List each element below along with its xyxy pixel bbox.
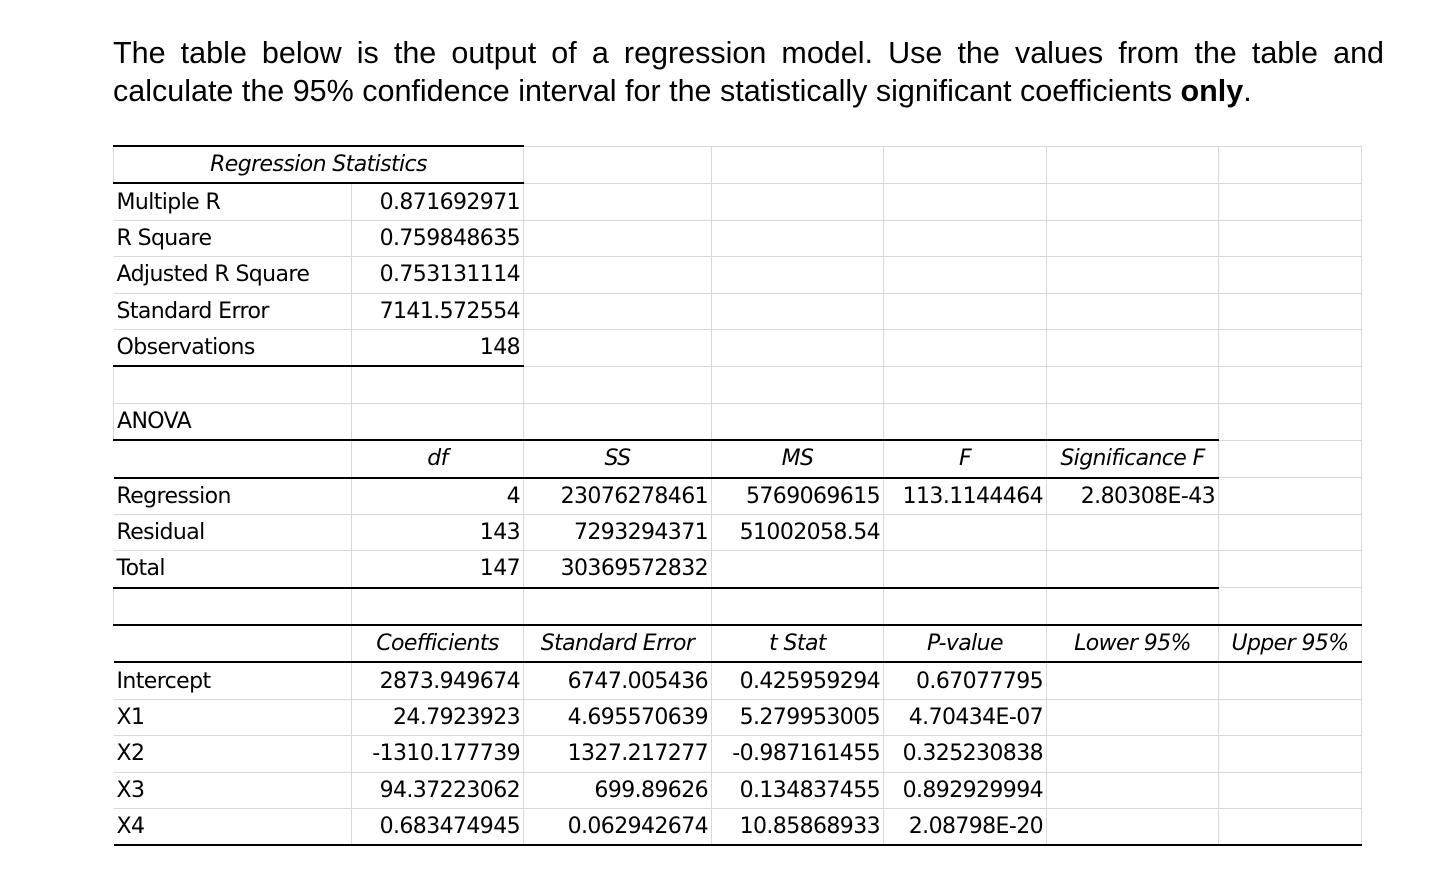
- coef-lower-95: [1047, 809, 1219, 846]
- coef-lower-95: [1047, 699, 1219, 735]
- question-text: [113, 34, 1384, 110]
- empty-cell: [524, 146, 712, 183]
- anova-label: Total: [114, 551, 352, 588]
- regstats-label: Observations: [114, 329, 352, 366]
- coef-t-stat: 0.425959294: [712, 662, 884, 699]
- anova-ss: 30369572832: [524, 551, 712, 588]
- anova-header-ms: MS: [712, 440, 884, 477]
- coef-lower-95: [1047, 662, 1219, 699]
- coef-value: 2873.949674: [352, 662, 524, 699]
- anova-header-ss: SS: [524, 440, 712, 477]
- coef-p-value: 2.08798E-20: [884, 809, 1047, 846]
- anova-label: Regression: [114, 478, 352, 515]
- regression-output-table: [113, 145, 1362, 846]
- regstats-value: 0.753131114: [352, 257, 524, 293]
- regstats-value: 148: [352, 329, 524, 366]
- coef-t-stat: 0.134837455: [712, 772, 884, 808]
- anova-title: ANOVA: [114, 403, 352, 440]
- regstats-title: Regression Statistics: [114, 146, 524, 183]
- coef-value: -1310.177739: [352, 736, 524, 772]
- empty-cell: [1047, 146, 1219, 183]
- anova-row: [114, 478, 1362, 515]
- regstats-row: [114, 220, 1362, 256]
- anova-row: [114, 551, 1362, 588]
- anova-f: [884, 514, 1047, 550]
- coef-p-value: 0.892929994: [884, 772, 1047, 808]
- regstats-row: [114, 257, 1362, 293]
- coef-standard-error: 6747.005436: [524, 662, 712, 699]
- regstats-title-row: [114, 146, 1362, 183]
- question-body: The table below is the output of a regression model. Use the values from the table and calculate the 95% confidence interval for the statistically significant coefficients: [113, 36, 1384, 108]
- anova-ss: 23076278461: [524, 478, 712, 515]
- regstats-label: Adjusted R Square: [114, 257, 352, 293]
- regstats-label: Standard Error: [114, 293, 352, 329]
- spacer-row: [114, 588, 1362, 625]
- coef-value: 94.37223062: [352, 772, 524, 808]
- regstats-row: [114, 329, 1362, 366]
- coef-standard-error: 699.89626: [524, 772, 712, 808]
- anova-significance-f: [1047, 551, 1219, 588]
- coef-upper-95: [1219, 772, 1362, 808]
- regstats-value: 7141.572554: [352, 293, 524, 329]
- anova-label: Residual: [114, 514, 352, 550]
- question-emphasis: only: [1180, 74, 1244, 108]
- anova-significance-f: 2.80308E-43: [1047, 478, 1219, 515]
- question-end: .: [1243, 74, 1252, 108]
- anova-df: 147: [352, 551, 524, 588]
- anova-header-row: [114, 440, 1362, 477]
- coef-t-stat: 10.85868933: [712, 809, 884, 846]
- coef-header-standard-error: Standard Error: [524, 625, 712, 662]
- coef-upper-95: [1219, 699, 1362, 735]
- coef-label: X2: [114, 736, 352, 772]
- anova-df: 4: [352, 478, 524, 515]
- coef-t-stat: 5.279953005: [712, 699, 884, 735]
- coef-p-value: 4.70434E-07: [884, 699, 1047, 735]
- empty-cell: [1219, 146, 1362, 183]
- regstats-label: Multiple R: [114, 183, 352, 220]
- coef-row: [114, 809, 1362, 846]
- coef-label: X4: [114, 809, 352, 846]
- regstats-row: [114, 293, 1362, 329]
- coef-header-coefficients: Coefficients: [352, 625, 524, 662]
- coef-upper-95: [1219, 736, 1362, 772]
- coef-label: Intercept: [114, 662, 352, 699]
- anova-ss: 7293294371: [524, 514, 712, 550]
- coef-standard-error: 0.062942674: [524, 809, 712, 846]
- anova-f: 113.1144464: [884, 478, 1047, 515]
- coef-header-upper-95: Upper 95%: [1219, 625, 1362, 662]
- empty-cell: [712, 146, 884, 183]
- regstats-value: 0.871692971: [352, 183, 524, 220]
- coef-upper-95: [1219, 662, 1362, 699]
- coef-p-value: 0.325230838: [884, 736, 1047, 772]
- empty-cell: [884, 146, 1047, 183]
- coef-upper-95: [1219, 809, 1362, 846]
- coef-value: 0.683474945: [352, 809, 524, 846]
- coef-standard-error: 4.695570639: [524, 699, 712, 735]
- regstats-value: 0.759848635: [352, 220, 524, 256]
- coef-lower-95: [1047, 736, 1219, 772]
- coef-row: [114, 662, 1362, 699]
- coef-row: [114, 772, 1362, 808]
- coef-row: [114, 699, 1362, 735]
- anova-ms: 51002058.54: [712, 514, 884, 550]
- coef-header-p-value: P-value: [884, 625, 1047, 662]
- regstats-row: [114, 183, 1362, 220]
- coef-header-t-stat: t Stat: [712, 625, 884, 662]
- coef-header-lower-95: Lower 95%: [1047, 625, 1219, 662]
- coef-header-row: [114, 625, 1362, 662]
- anova-ms: 5769069615: [712, 478, 884, 515]
- coef-value: 24.7923923: [352, 699, 524, 735]
- anova-f: [884, 551, 1047, 588]
- coef-row: [114, 736, 1362, 772]
- anova-title-row: [114, 403, 1362, 440]
- anova-significance-f: [1047, 514, 1219, 550]
- coef-p-value: 0.67077795: [884, 662, 1047, 699]
- coef-standard-error: 1327.217277: [524, 736, 712, 772]
- coef-label: X1: [114, 699, 352, 735]
- coef-label: X3: [114, 772, 352, 808]
- anova-row: [114, 514, 1362, 550]
- coef-t-stat: -0.987161455: [712, 736, 884, 772]
- coef-lower-95: [1047, 772, 1219, 808]
- anova-header-df: df: [352, 440, 524, 477]
- spacer-row: [114, 366, 1362, 403]
- regstats-label: R Square: [114, 220, 352, 256]
- anova-df: 143: [352, 514, 524, 550]
- anova-ms: [712, 551, 884, 588]
- anova-header-significance-f: Significance F: [1047, 440, 1219, 477]
- anova-header-f: F: [884, 440, 1047, 477]
